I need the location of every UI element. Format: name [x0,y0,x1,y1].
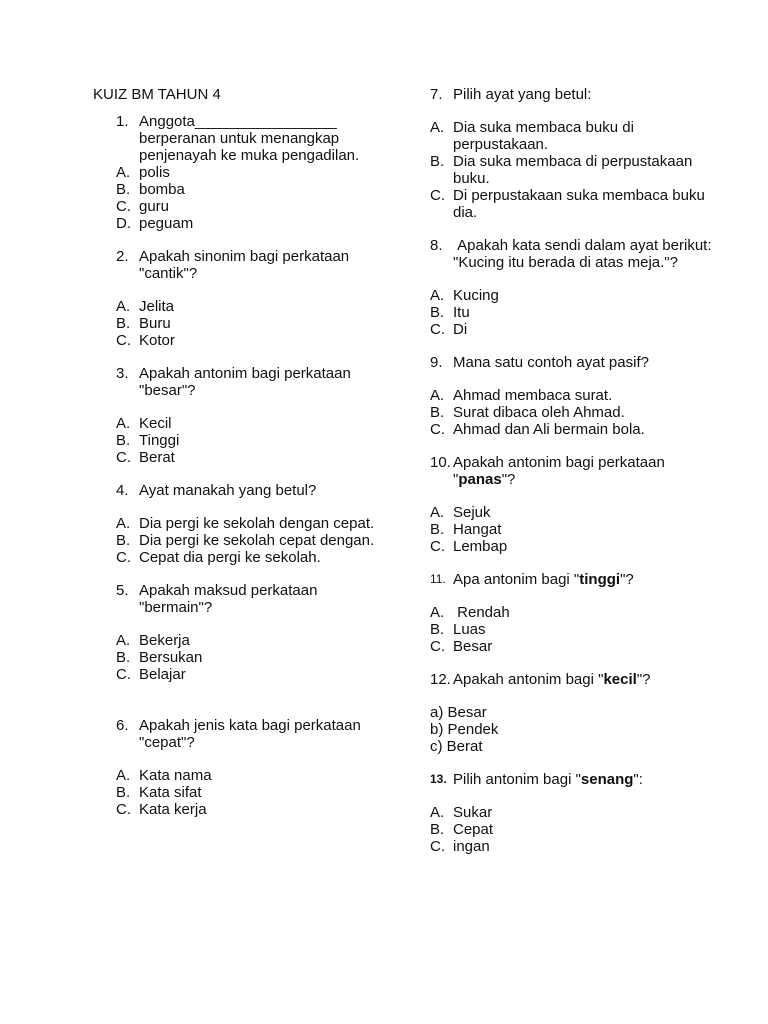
option: A. Sukar [430,804,493,821]
option: B. Kata sifat [116,784,202,801]
question-9 [430,354,720,371]
option: B. Dia suka membaca di perpustakaan buku. [430,153,693,187]
question-number: 10. [430,454,451,471]
option: C. Kotor [116,332,175,349]
option: C. Cepat dia pergi ke sekolah. [116,549,321,566]
question-text: Apakah maksud perkataan "bermain"? [139,582,318,616]
question-text: Apakah jenis kata bagi perkataan "cepat"? [139,717,361,751]
question-text: Anggota_________________ berperanan untuk menangkap penjenayah ke muka pengadilan. [139,113,360,164]
question-number: 4. [116,482,129,499]
option: A. Jelita [116,298,175,315]
option: B. Cepat [430,821,494,838]
option: C. Kata kerja [116,801,207,818]
right-column [430,86,720,855]
option: B. Luas [430,621,486,638]
option: C. Belajar [116,666,186,683]
option: B. Itu [430,304,470,321]
question-6 [93,717,393,751]
question-text: Apakah antonim bagi perkataan "besar"? [139,365,351,399]
option: A. Rendah [430,604,510,621]
question-text: Apa antonim bagi "tinggi"? [453,571,634,588]
option: C. Besar [430,638,493,655]
question-3 [93,365,393,399]
option: B. Dia pergi ke sekolah cepat dengan. [116,532,375,549]
question-11 [430,571,720,588]
option: A. Dia pergi ke sekolah dengan cepat. [116,515,375,532]
option: b) Pendek [430,721,499,738]
question-text: Apakah antonim bagi "kecil"? [453,671,651,688]
option: A. Sejuk [430,504,491,521]
option: A. Dia suka membaca buku di perpustakaan. [430,119,634,153]
option: B. Bersukan [116,649,203,666]
quiz-title: KUIZ BM TAHUN 4 [93,86,221,103]
question-text: Pilih ayat yang betul: [453,86,592,103]
option: A. Kata nama [116,767,212,784]
keyword: tinggi [579,571,621,588]
left-question-list [93,113,393,818]
question-text: Apakah kata sendi dalam ayat berikut: "Kucing itu berada di atas meja."? [453,237,716,271]
option: B. bomba [116,181,185,198]
question-number: 13. [430,772,447,786]
question-1 [93,113,393,164]
question-text: Ayat manakah yang betul? [139,482,317,499]
option: C. Lembap [430,538,508,555]
option: C. Berat [116,449,175,466]
question-text: Mana satu contoh ayat pasif? [453,354,649,371]
option: A. Kucing [430,287,499,304]
question-text: Pilih antonim bagi "senang": [453,771,643,788]
question-2 [93,248,393,282]
option: C. Ahmad dan Ali bermain bola. [430,421,645,438]
question-number: 2. [116,248,129,265]
option: D. peguam [116,215,194,232]
question-number: 6. [116,717,129,734]
question-5 [93,582,393,616]
question-7 [430,86,720,103]
option: B. Hangat [430,521,502,538]
option: a) Besar [430,704,487,721]
option: C. Di perpustakaan suka membaca buku dia. [430,187,705,221]
question-number: 9. [430,354,443,371]
keyword: kecil [603,671,637,688]
keyword: panas [458,471,502,488]
option: A. Ahmad membaca surat. [430,387,613,404]
option: B. Surat dibaca oleh Ahmad. [430,404,625,421]
option: B. Tinggi [116,432,180,449]
question-text: Apakah antonim bagi perkataan "panas"? [453,454,665,488]
question-number: 12. [430,671,451,688]
question-4 [93,482,393,499]
question-number: 1. [116,113,129,130]
question-10 [430,454,720,488]
option: A. Kecil [116,415,172,432]
question-number: 8. [430,237,443,254]
question-number: 3. [116,365,129,382]
question-number: 7. [430,86,443,103]
question-number: 5. [116,582,129,599]
option: C. Di [430,321,468,338]
option: A. polis [116,164,170,181]
keyword: senang [580,771,634,788]
option: C. ingan [430,838,490,855]
question-text: Apakah sinonim bagi perkataan "cantik"? [139,248,350,282]
left-column [93,86,393,818]
option: B. Buru [116,315,171,332]
option: c) Berat [430,738,483,755]
question-12 [430,671,720,688]
option: A. Bekerja [116,632,190,649]
question-number: 11. [430,572,446,586]
option: C. guru [116,198,170,215]
question-13 [430,771,720,788]
question-8 [430,237,720,271]
